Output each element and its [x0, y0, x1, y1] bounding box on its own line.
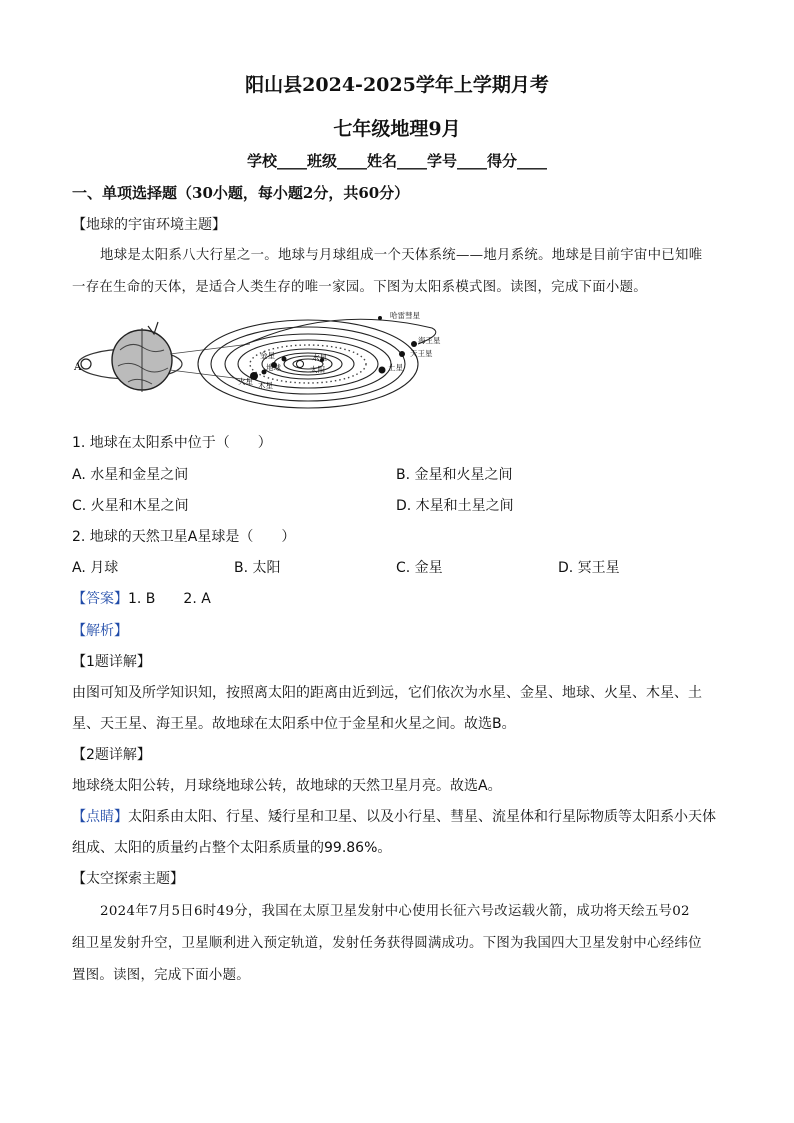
- analysis-label: 【解析】: [72, 623, 128, 639]
- question-1-stem: 1. 地球在太阳系中位于（ ）: [72, 435, 272, 451]
- q2-option-a: A. 月球: [72, 560, 119, 576]
- sun-icon: [297, 361, 304, 368]
- tip-label: 【点睛】: [72, 809, 128, 825]
- question-2-stem: 2. 地球的天然卫星A星球是（ ）: [72, 529, 296, 545]
- q1-option-c: C. 火星和木星之间: [72, 498, 189, 514]
- intro-paragraph-line: 地球是太阳系八大行星之一。地球与月球组成一个天体系统——地月系统。地球是目前宇宙中已知唯: [100, 248, 703, 263]
- section-heading: 一、单项选择题（30小题，每小题2分，共60分）: [72, 184, 410, 202]
- label-comet: 哈雷彗星: [390, 311, 420, 320]
- q1-option-b: B. 金星和火星之间: [396, 467, 513, 483]
- tip-line: [72, 806, 716, 826]
- answer-label: 【答案】: [72, 591, 128, 607]
- answer-value: 1. B 2. A: [128, 591, 211, 607]
- intro-paragraph-line: 一存在生命的天体，是适合人类生存的唯一家园。下图为太阳系模式图。读图，完成下面小题。: [72, 280, 648, 295]
- label-mars: 火星: [238, 377, 253, 386]
- student-info-fields: 学校____班级____姓名____学号____得分____: [246, 152, 547, 170]
- label-mercury: 水星: [312, 353, 327, 362]
- leader-line: [170, 344, 250, 354]
- q2-option-c: C. 金星: [396, 560, 443, 576]
- uranus-dot: [399, 351, 405, 357]
- orbit-uranus: [211, 327, 405, 401]
- q2-option-d: D. 冥王星: [558, 560, 620, 576]
- page-title: 阳山县2024-2025学年上学期月考: [245, 74, 549, 96]
- detail-2-text: 地球绕太阳公转，月球绕地球公转，故地球的天然卫星月亮。故选A。: [72, 778, 502, 794]
- saturn-dot: [379, 367, 386, 374]
- space-paragraph-line: 2024年7月5日6时49分，我国在太原卫星发射中心使用长征六号改运载火箭，成功将天绘五号02: [100, 904, 690, 919]
- moon-a-icon: [81, 359, 91, 369]
- neptune-dot: [411, 341, 417, 347]
- orbit-neptune: [198, 320, 418, 408]
- comet-dot: [378, 316, 382, 320]
- detail-2-label: 【2题详解】: [72, 747, 151, 763]
- label-jupiter: 木星: [258, 381, 273, 390]
- venus-dot: [282, 357, 287, 362]
- answer-line: [72, 588, 211, 608]
- label-saturn: 土星: [388, 363, 403, 372]
- detail-1-text: 由图可知及所学知识知，按照离太阳的距离由近到远，它们依次为水星、金星、地球、火星、木星、土: [72, 685, 702, 701]
- space-paragraph-line: 置图。读图，完成下面小题。: [72, 968, 250, 983]
- theme-label-space: 【太空探索主题】: [72, 871, 184, 887]
- label-sun: 太阳: [310, 365, 325, 374]
- q1-option-d: D. 木星和土星之间: [396, 498, 514, 514]
- tip-text: 组成、太阳的质量约占整个太阳系质量的99.86%。: [72, 840, 392, 856]
- detail-1-text: 星、天王星、海王星。故地球在太阳系中位于金星和火星之间。故选B。: [72, 716, 516, 732]
- detail-1-label: 【1题详解】: [72, 654, 151, 670]
- space-paragraph-line: 组卫星发射升空，卫星顺利进入预定轨道，发射任务获得圆满成功。下图为我国四大卫星发射中心经纬位: [72, 936, 702, 951]
- label-earth: 地球: [266, 363, 281, 372]
- q1-option-a: A. 水星和金星之间: [72, 467, 189, 483]
- solar-system-diagram: [72, 310, 452, 422]
- label-uranus: 天王星: [410, 349, 433, 358]
- q2-option-b: B. 太阳: [234, 560, 281, 576]
- tip-text: 太阳系由太阳、行星、矮行星和卫星、以及小行星、彗星、流星体和行星际物质等太阳系小天体: [128, 809, 716, 825]
- page-subtitle: 七年级地理9月: [333, 118, 461, 140]
- label-venus: 金星: [260, 351, 275, 360]
- label-a: A: [74, 362, 82, 373]
- theme-label-earth-universe: 【地球的宇宙环境主题】: [72, 217, 226, 233]
- label-neptune: 海王星: [418, 336, 441, 345]
